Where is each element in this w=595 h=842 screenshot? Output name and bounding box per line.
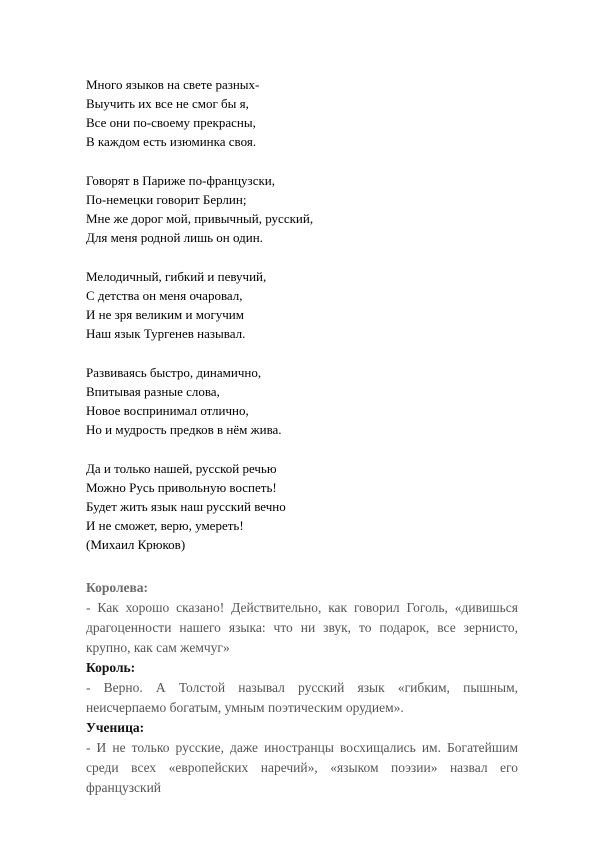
- poem-stanza-4: [86, 363, 526, 439]
- speech-text: - Верно. А Толстой называл русский язык «гибким, пышным, неисчерпаемо богатым, умным поэтическим орудием».: [86, 680, 518, 715]
- poem-line: Развиваясь быстро, динамично,: [86, 365, 262, 380]
- poem-line: Говорят в Париже по-французски,: [86, 173, 275, 188]
- poem-stanza-2: [86, 171, 526, 247]
- poem-line: Мне же дорог мой, привычный, русский,: [86, 211, 314, 226]
- poem-author: (Михаил Крюков): [86, 537, 186, 552]
- poem-line: Все они по-своему прекрасны,: [86, 115, 256, 130]
- poem-line: Будет жить язык наш русский вечно: [86, 499, 286, 514]
- poem: [86, 75, 526, 554]
- poem-stanza-3: [86, 267, 526, 343]
- poem-line: Для меня родной лишь он один.: [86, 230, 263, 245]
- poem-stanza-1: [86, 75, 526, 151]
- poem-line: Впитывая разные слова,: [86, 384, 220, 399]
- poem-stanza-5: [86, 459, 526, 554]
- poem-line: И не зря великим и могучим: [86, 307, 244, 322]
- poem-line: Но и мудрость предков в нём жива.: [86, 422, 282, 437]
- speech-text: - И не только русские, даже иностранцы восхищались им. Богатейшим среди всех «европейских наречий», «языком поэзии» назвал его французский: [86, 740, 518, 795]
- poem-line: Да и только нашей, русской речью: [86, 461, 277, 476]
- poem-line: Наш язык Тургенев называл.: [86, 326, 246, 341]
- poem-line: Много языков на свете разных-: [86, 77, 260, 92]
- poem-line: В каждом есть изюминка своя.: [86, 134, 257, 149]
- speaker-name: Королева:: [86, 580, 149, 595]
- speaker-name: Король:: [86, 660, 136, 675]
- poem-line: По-немецки говорит Берлин;: [86, 192, 247, 207]
- poem-line: И не сможет, верю, умереть!: [86, 518, 244, 533]
- poem-line: Выучить их все не смог бы я,: [86, 96, 249, 111]
- poem-line: Можно Русь привольную воспеть!: [86, 480, 277, 495]
- poem-line: Новое воспринимал отлично,: [86, 403, 249, 418]
- speech-text: - Как хорошо сказано! Действительно, как говорил Гоголь, «дивишься драгоценности нашего языка: что ни звук, то подарок, все зернисто, крупно, как сам жемчуг»: [86, 600, 518, 655]
- dialogue: [86, 578, 518, 798]
- poem-line: Мелодичный, гибкий и певучий,: [86, 269, 267, 284]
- poem-line: С детства он меня очаровал,: [86, 288, 243, 303]
- speaker-name: Ученица:: [86, 720, 145, 735]
